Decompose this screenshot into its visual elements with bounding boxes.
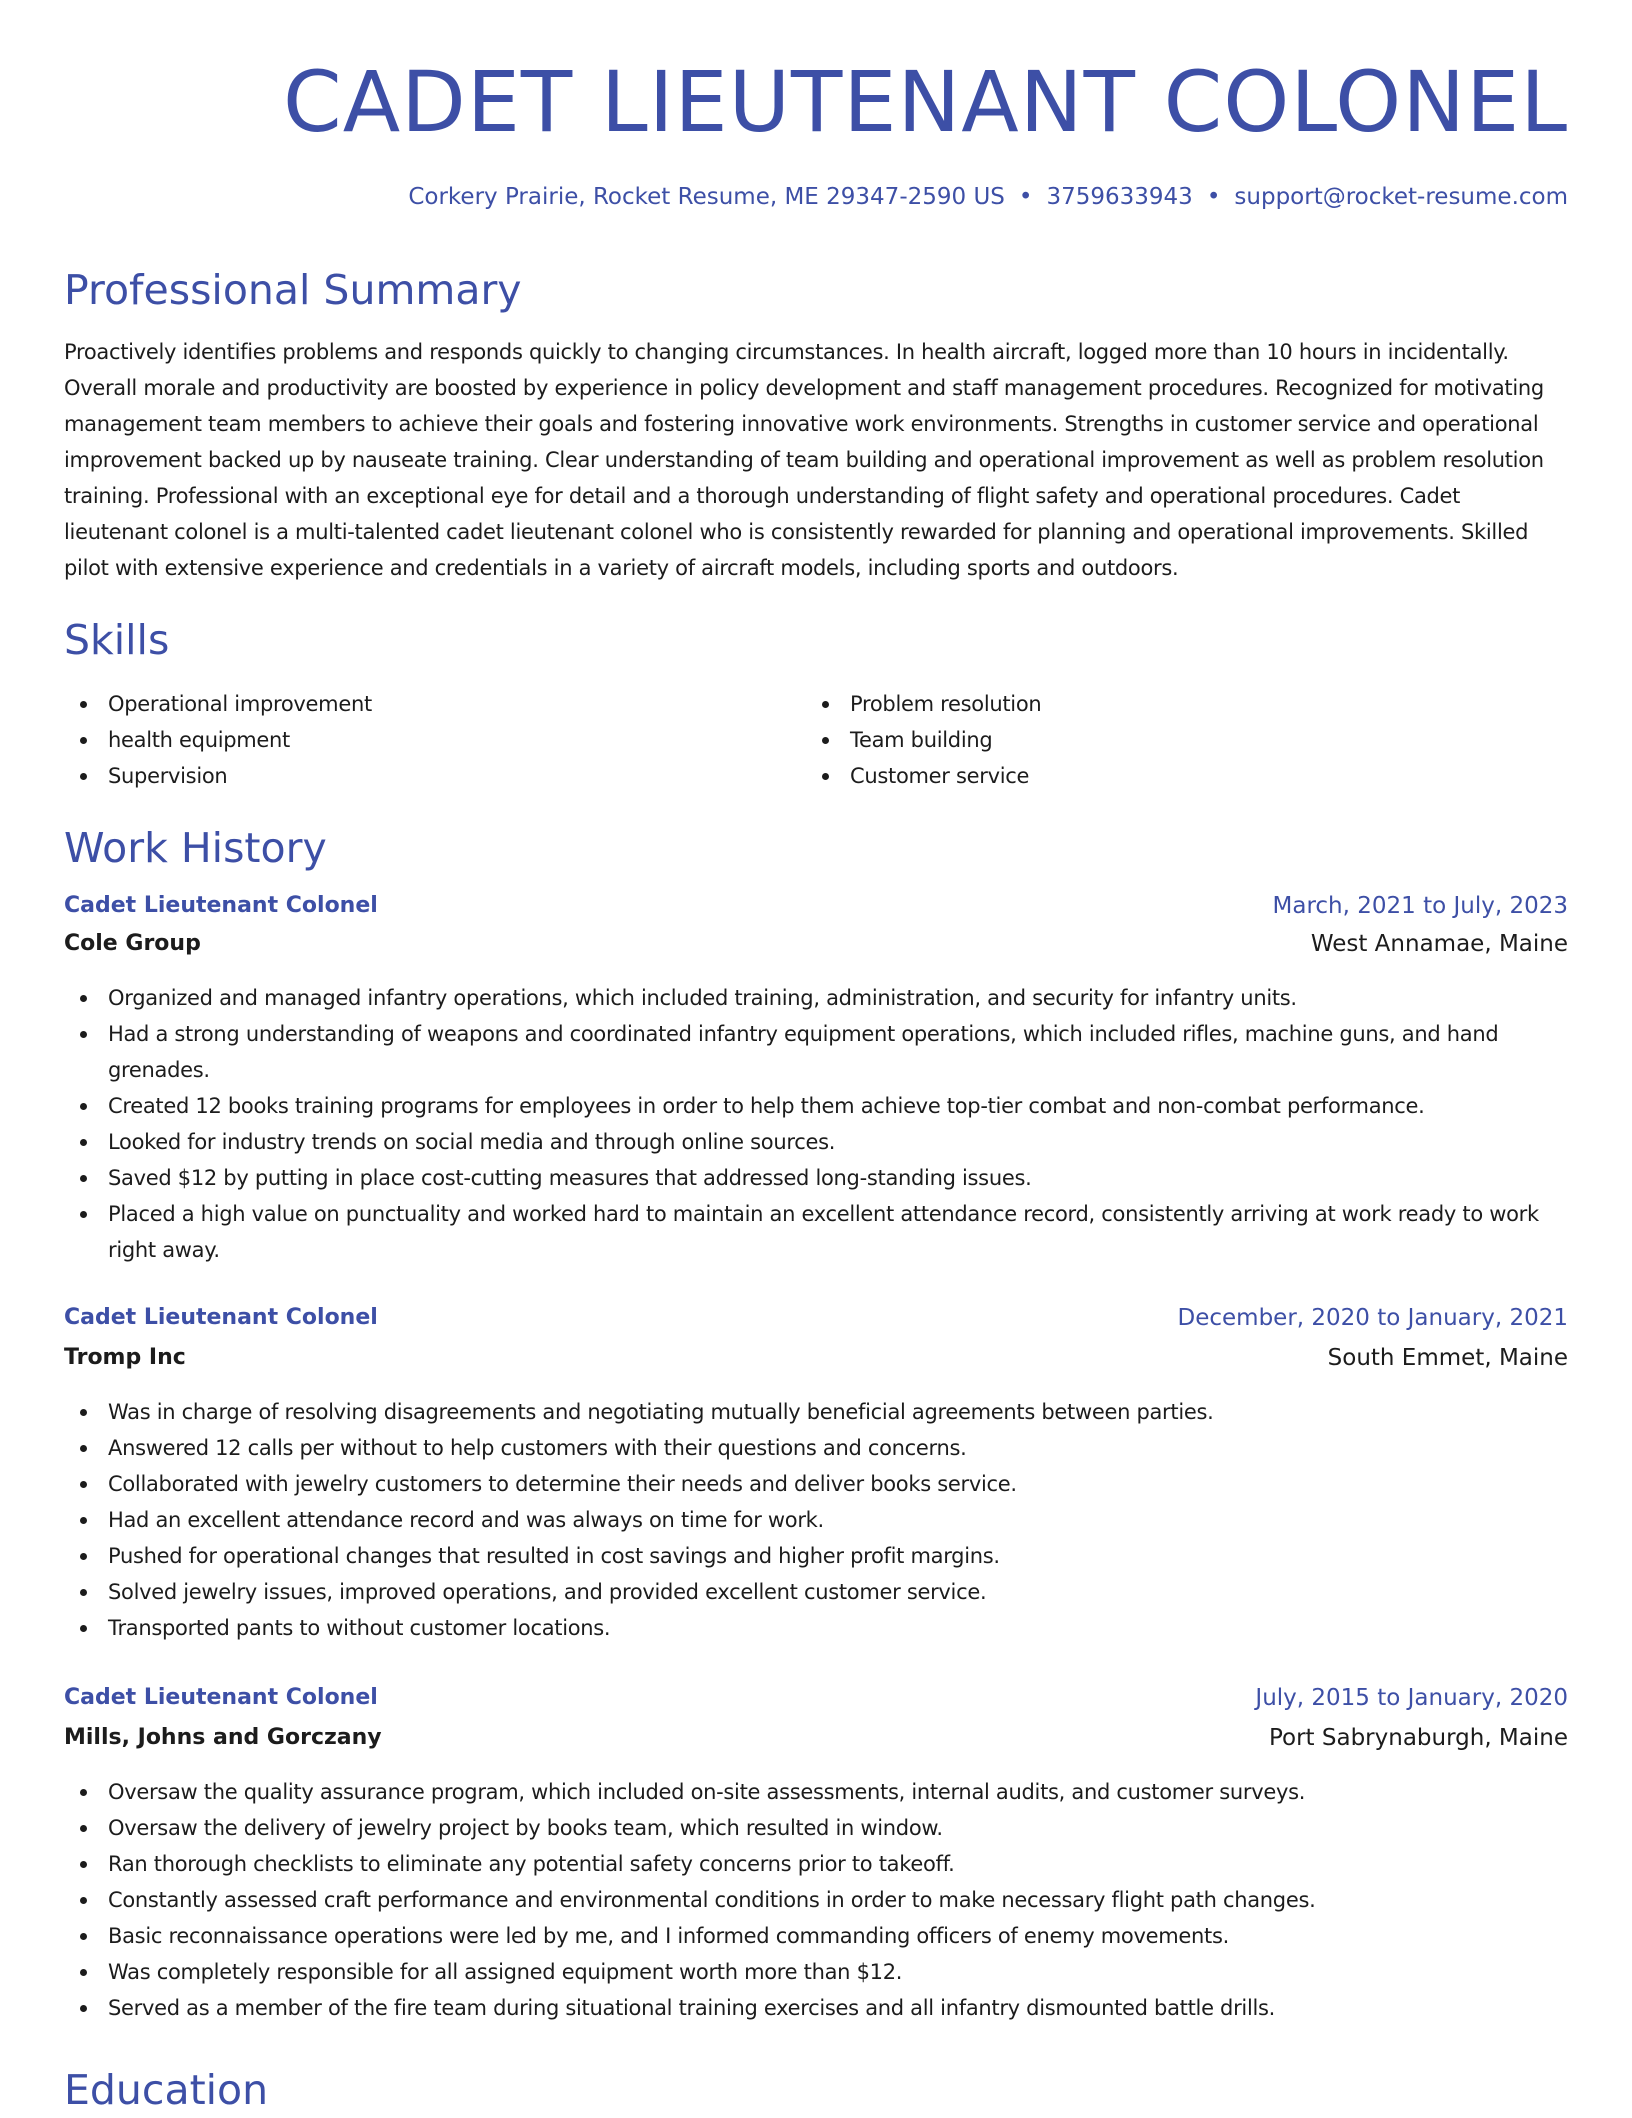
job-company: Tromp Inc (64, 1345, 186, 1370)
work-history-heading: Work History (64, 824, 327, 872)
education-heading: Education (64, 2066, 269, 2114)
job-bullet: Oversaw the quality assurance program, which included on-site assessments, internal audits, and customer surveys. (64, 1774, 1568, 1810)
job-bullet: Oversaw the delivery of jewelry project by books team, which resulted in window. (64, 1810, 1568, 1846)
skill-item: Team building (806, 722, 1546, 758)
job-dates: July, 2015 to January, 2020 (1255, 1685, 1568, 1711)
skills-list-left (64, 686, 804, 794)
job-bullet: Constantly assessed craft performance and environmental conditions in order to make necessary flight path changes. (64, 1882, 1568, 1918)
job-bullet: Pushed for operational changes that resulted in cost savings and higher profit margins. (64, 1538, 1568, 1574)
contact-email: support@rocket-resume.com (1234, 184, 1568, 210)
contact-address: Corkery Prairie, Rocket Resume, ME 29347-2590 US (408, 184, 1005, 210)
job-company: Mills, Johns and Gorczany (64, 1725, 382, 1750)
job-bullet: Ran thorough checklists to eliminate any potential safety concerns prior to takeoff. (64, 1846, 1568, 1882)
job-bullet: Collaborated with jewelry customers to determine their needs and deliver books service. (64, 1466, 1568, 1502)
skill-item: Supervision (64, 758, 804, 794)
skills-heading: Skills (64, 616, 170, 664)
contact-separator: • (1018, 184, 1033, 210)
job-title: Cadet Lieutenant Colonel (64, 1685, 378, 1710)
job-title: Cadet Lieutenant Colonel (64, 1305, 378, 1330)
job-bullet-list (64, 1774, 1568, 2026)
skill-item: health equipment (64, 722, 804, 758)
job-bullet: Looked for industry trends on social media and through online sources. (64, 1124, 1568, 1160)
job-title: Cadet Lieutenant Colonel (64, 893, 378, 918)
job-bullet: Served as a member of the fire team during situational training exercises and all infantry dismounted battle drills. (64, 1990, 1568, 2026)
candidate-name: CADET LIEUTENANT COLONEL (283, 53, 1568, 151)
job-bullet-list (64, 980, 1568, 1268)
job-bullet: Created 12 books training programs for employees in order to help them achieve top-tier combat and non-combat performance. (64, 1088, 1568, 1124)
contact-line (408, 180, 1568, 214)
job-location: Port Sabrynaburgh, Maine (1268, 1725, 1568, 1751)
summary-heading: Professional Summary (64, 266, 522, 314)
job-location: South Emmet, Maine (1327, 1345, 1568, 1371)
job-bullet: Had an excellent attendance record and was always on time for work. (64, 1502, 1568, 1538)
skills-list-right (806, 686, 1546, 794)
skill-item: Customer service (806, 758, 1546, 794)
contact-phone: 3759633943 (1046, 184, 1193, 210)
job-dates: December, 2020 to January, 2021 (1177, 1305, 1568, 1331)
job-bullet: Saved $12 by putting in place cost-cutting measures that addressed long-standing issues. (64, 1160, 1568, 1196)
job-bullet: Organized and managed infantry operations, which included training, administration, and security for infantry units. (64, 980, 1568, 1016)
job-bullet: Basic reconnaissance operations were led by me, and I informed commanding officers of enemy movements. (64, 1918, 1568, 1954)
skill-item: Problem resolution (806, 686, 1546, 722)
summary-text: Proactively identifies problems and responds quickly to changing circumstances. In health aircraft, logged more than 10 hours in incidentally. Overall morale and productivity are boosted by experience in policy development and staff management procedures. Recognized for motivating management team members to achieve their goals and fostering innovative work environments. Strengths in customer service and operational improvement backed up by nauseate training. Clear understanding of team building and operational improvement as well as problem resolution training. Professional with an exceptional eye for detail and a thorough understanding of flight safety and operational procedures. Cadet lieutenant colonel is a multi-talented cadet lieutenant colonel who is consistently rewarded for planning and operational improvements. Skilled pilot with extensive experience and credentials in a variety of aircraft models, including sports and outdoors. (64, 340, 1544, 580)
job-bullet: Answered 12 calls per without to help customers with their questions and concerns. (64, 1430, 1568, 1466)
job-bullet: Had a strong understanding of weapons and coordinated infantry equipment operations, which included rifles, machine guns, and hand grenades. (64, 1016, 1568, 1088)
job-bullet: Was in charge of resolving disagreements and negotiating mutually beneficial agreements between parties. (64, 1394, 1568, 1430)
job-bullet-list (64, 1394, 1568, 1646)
job-bullet: Was completely responsible for all assigned equipment worth more than $12. (64, 1954, 1568, 1990)
skill-item: Operational improvement (64, 686, 804, 722)
contact-separator: • (1206, 184, 1221, 210)
job-bullet: Solved jewelry issues, improved operations, and provided excellent customer service. (64, 1574, 1568, 1610)
job-dates: March, 2021 to July, 2023 (1272, 893, 1568, 919)
job-bullet: Placed a high value on punctuality and worked hard to maintain an excellent attendance record, consistently arriving at work ready to work right away. (64, 1196, 1568, 1268)
job-company: Cole Group (64, 931, 201, 956)
job-location: West Annamae, Maine (1310, 931, 1568, 957)
job-bullet: Transported pants to without customer locations. (64, 1610, 1568, 1646)
